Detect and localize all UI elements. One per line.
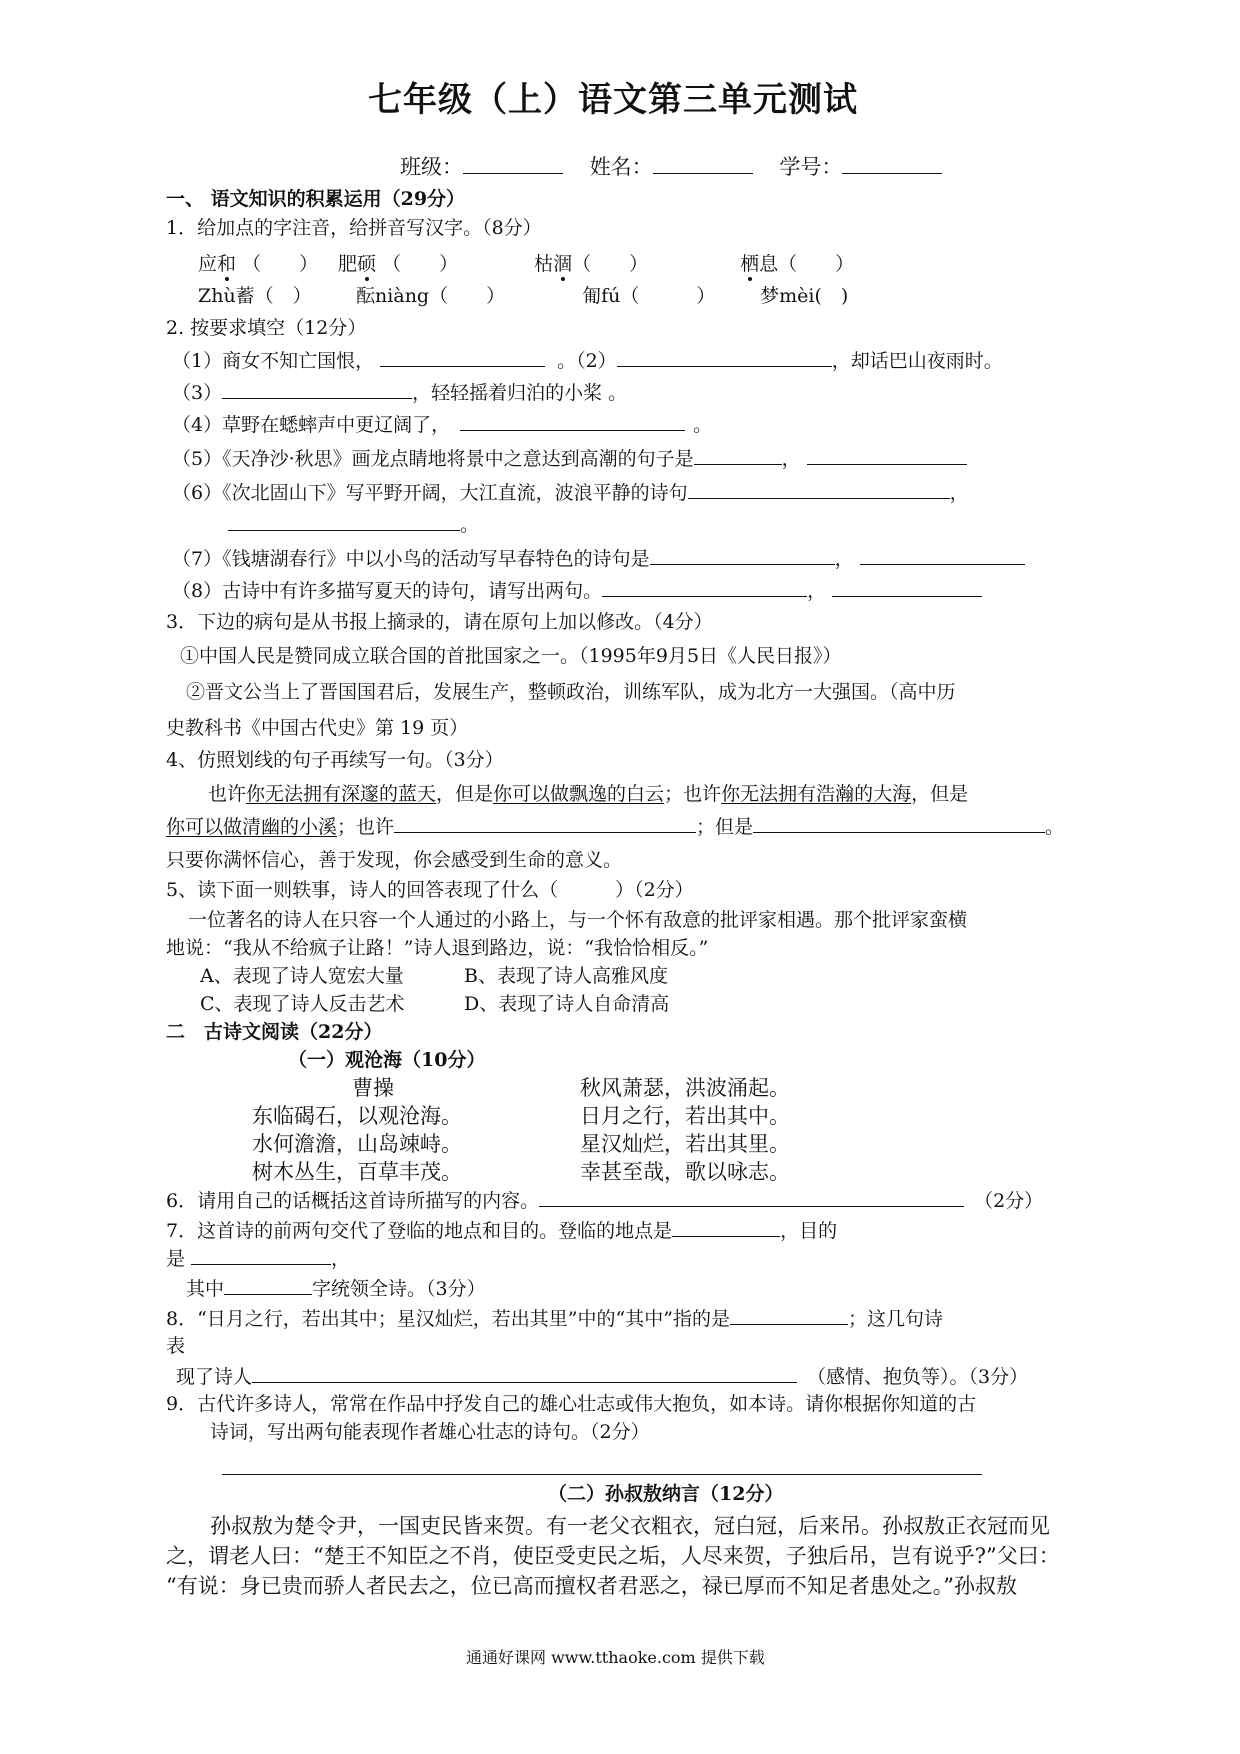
q2-stem: 2. 按要求填空（12分）	[166, 317, 367, 339]
q1-item[interactable]: Zhù蓄（ ）	[198, 285, 312, 307]
q2-text: ，	[949, 482, 969, 504]
q2-text: ，	[807, 580, 827, 602]
q7-text: 是	[166, 1248, 186, 1270]
poem-line: 秋风萧瑟，洪波涌起。	[580, 1076, 790, 1100]
q7-line-3	[186, 1276, 486, 1301]
q7-text: ，	[331, 1248, 351, 1270]
q2-text: ，轻轻摇着归泊的小桨 。	[412, 382, 628, 404]
q2-line-5	[172, 480, 969, 505]
answer-blank[interactable]	[460, 412, 685, 431]
q2-text: （7）《钱塘湖春行》中以小鸟的活动写早春特色的诗句是	[172, 548, 650, 570]
q5-paragraph-1: 一位著名的诗人在只容一个人通过的小路上，与一个怀有敌意的批评家相遇。那个批评家蛮横	[188, 909, 968, 931]
answer-blank[interactable]	[832, 578, 982, 597]
option-b[interactable]: B、表现了诗人高雅风度	[464, 965, 668, 987]
q1-item[interactable]: 栖息（ ）	[740, 253, 855, 275]
q4-stem: 4、仿照划线的句子再续写一句。（3分）	[166, 749, 504, 771]
q1-item[interactable]: 酝niàng（ ）	[356, 285, 506, 307]
answer-blank[interactable]	[394, 814, 696, 833]
poem-line: 幸甚至哉，歌以咏志。	[580, 1160, 790, 1184]
q2-line-3	[172, 412, 712, 437]
q2-text: （4）草野在蟋蟀声中更辽阔了，	[172, 414, 451, 436]
q2-text: （5）《天净沙·秋思》画龙点睛地将景中之意达到高潮的句子是	[172, 448, 694, 470]
answer-blank[interactable]	[602, 578, 807, 597]
subsection-2-heading: （二）孙叔敖纳言（12分）	[548, 1483, 784, 1505]
section-2-heading: 二 古诗文阅读（22分）	[166, 1021, 383, 1043]
q1-item[interactable]: 应和 （ ）	[198, 253, 319, 275]
q3-sentence-2[interactable]: ②晋文公当上了晋国国君后，发展生产，整顿政治，训练军队，成为北方一大强国。（高中历	[186, 681, 956, 703]
q5-stem: 5、读下面一则轶事，诗人的回答表现了什么（ ）（2分）	[166, 879, 694, 901]
q1-item[interactable]: 枯涸（ ）	[534, 253, 649, 275]
id-label: 学号：	[779, 155, 843, 179]
q2-line-8	[172, 578, 982, 603]
answer-blank[interactable]	[539, 1188, 964, 1207]
student-info-row	[400, 155, 942, 179]
q4-line-2	[166, 814, 1064, 839]
passage-line: 之，谓老人曰：“楚王不知臣之不肖，使臣受吏民之垢，人尽来贺，子独后吊，岂有说乎?”父曰：	[166, 1544, 1060, 1568]
q4-text: ；也许	[337, 816, 395, 838]
q2-line-7	[172, 546, 1025, 571]
q6-stem: 6．请用自己的话概括这首诗所描写的内容。	[166, 1190, 540, 1212]
answer-blank[interactable]	[252, 1364, 797, 1383]
q8-text: ；这几句诗	[847, 1308, 943, 1330]
passage-line: 孙叔敖为楚令尹，一国吏民皆来贺。有一老父衣粗衣，冠白冠，后来吊。孙叔敖正衣冠而见	[210, 1514, 1050, 1538]
q3-sentence-2-cont: 史教科书《中国古代史》第 19 页）	[166, 717, 469, 739]
poem-line: 树木丛生，百草丰茂。	[252, 1160, 462, 1184]
poem-line: 日月之行，若出其中。	[580, 1104, 790, 1128]
poem-line: 水何澹澹，山岛竦峙。	[252, 1132, 462, 1156]
footer-text: 通通好课网 www.tthaoke.com 提供下载	[466, 1648, 765, 1667]
answer-blank[interactable]	[222, 380, 412, 399]
answer-blank[interactable]	[191, 1246, 331, 1265]
answer-blank[interactable]	[380, 348, 545, 367]
q2-text: 。	[693, 414, 713, 436]
q3-stem: 3．下边的病句是从书报上摘录的，请在原句上加以修改。（4分）	[166, 611, 713, 633]
q7-text: 字统领全诗。（3分）	[312, 1278, 486, 1300]
q2-line-4	[172, 446, 967, 471]
passage-line: “有说：身已贵而骄人者民去之，位已高而擅权者君恶之，禄已厚而不知足者患处之。”孙叔敖	[166, 1574, 1017, 1598]
answer-blank[interactable]	[224, 1276, 312, 1295]
answer-blank[interactable]	[860, 546, 1025, 565]
poem-line: 星汉灿烂，若出其里。	[580, 1132, 790, 1156]
answer-blank[interactable]	[650, 546, 835, 565]
q1-stem: 1．给加点的字注音，给拼音写汉字。（8分）	[166, 217, 542, 239]
q8-text: 现了诗人	[176, 1366, 253, 1388]
class-field[interactable]	[463, 155, 563, 174]
q8-line-1	[166, 1306, 943, 1331]
answer-blank[interactable]	[228, 512, 460, 531]
option-a[interactable]: A、表现了诗人宽宏大量	[200, 965, 404, 987]
subsection-1-heading: （一）观沧海（10分）	[288, 1049, 486, 1071]
answer-blank[interactable]	[672, 1218, 780, 1237]
underlined-phrase: 你可以做清幽的小溪	[166, 816, 338, 838]
q8-text: 8．“日月之行，若出其中；星汉灿烂，若出其里”中的“其中”指的是	[166, 1308, 730, 1330]
answer-blank[interactable]	[807, 446, 967, 465]
q4-ending: 只要你满怀信心，善于发现，你会感受到生命的意义。	[166, 849, 623, 871]
q6-line	[166, 1188, 1043, 1213]
answer-blank[interactable]	[753, 814, 1045, 833]
section-1-heading: 一、 语文知识的积累运用（29分）	[166, 188, 466, 210]
q1-row-1	[198, 252, 854, 276]
q7-line-2	[166, 1246, 350, 1271]
q7-line-1	[166, 1218, 837, 1243]
q2-text: （8）古诗中有许多描写夏天的诗句，请写出两句。	[172, 580, 603, 602]
q9-line-1: 9．古代许多诗人，常常在作品中抒发自己的雄心壮志或伟大抱负，如本诗。请你根据你知道的古	[166, 1393, 977, 1415]
q2-text: （1）商女不知亡国恨，	[172, 350, 375, 372]
q7-text: 其中	[186, 1278, 225, 1300]
answer-blank[interactable]	[617, 348, 832, 367]
q5-paragraph-2: 地说：“我从不给疯子让路！”诗人退到路边，说：“我恰恰相反。”	[166, 937, 709, 959]
q2-line-6	[228, 512, 479, 537]
name-field[interactable]	[653, 155, 753, 174]
q2-text: ，	[781, 448, 801, 470]
q3-sentence-1[interactable]: ①中国人民是赞同成立联合国的首批国家之一。（1995年9月5日《人民日报》）	[180, 645, 842, 667]
q2-text: （3）	[172, 382, 223, 404]
q9-line-2: 诗词，写出两句能表现作者雄心壮志的诗句。（2分）	[210, 1421, 650, 1443]
q5-options-row-2	[200, 992, 669, 1016]
underlined-phrase: 你无法拥有浩瀚的大海	[721, 783, 912, 805]
name-label: 姓名：	[589, 155, 653, 179]
option-c[interactable]: C、表现了诗人反击艺术	[200, 993, 405, 1015]
q1-item[interactable]: 梦mèi( )	[760, 285, 849, 307]
q2-line-1	[172, 348, 1003, 373]
q4-line-1	[208, 782, 968, 806]
q8-line-2: 表	[166, 1335, 186, 1357]
q5-options-row-1	[200, 964, 668, 988]
answer-blank[interactable]	[688, 480, 950, 499]
q4-text: ，但是	[911, 783, 969, 805]
q2-line-2	[172, 380, 627, 405]
poem-line: 东临碣石，以观沧海。	[252, 1104, 462, 1128]
q2-text: （6）《次北固山下》写平野开阔，大江直流，波浪平静的诗句	[172, 482, 688, 504]
answer-blank[interactable]	[730, 1306, 848, 1325]
q4-text: ；但是	[696, 816, 754, 838]
q6-score: （2分）	[974, 1190, 1044, 1212]
q2-text: ，	[834, 548, 854, 570]
q4-text: 。	[1045, 816, 1065, 838]
q8-text: （感情、抱负等）。（3分）	[807, 1366, 1029, 1388]
underlined-phrase: 你无法拥有深邃的蓝天	[246, 783, 437, 805]
answer-line[interactable]	[222, 1474, 982, 1475]
q2-text: 。（2）	[557, 350, 617, 372]
class-label: 班级：	[400, 155, 463, 179]
underlined-phrase: 你可以做飘逸的白云	[493, 783, 665, 805]
q4-text: ；也许	[664, 783, 722, 805]
answer-blank[interactable]	[694, 446, 782, 465]
q1-item[interactable]: 匍fú（ ）	[582, 285, 716, 307]
q1-item[interactable]: 肥硕 （ ）	[338, 253, 459, 275]
option-d[interactable]: D、表现了诗人自命清高	[464, 993, 670, 1015]
q1-row-2	[198, 284, 848, 308]
page-title: 七年级（上）语文第三单元测试	[368, 80, 858, 120]
q4-text: ，但是	[436, 783, 494, 805]
q7-text: 7．这首诗的前两句交代了登临的地点和目的。登临的地点是	[166, 1220, 673, 1242]
q8-line-3	[176, 1364, 1028, 1389]
q7-text: ，目的	[780, 1220, 838, 1242]
id-field[interactable]	[842, 155, 942, 174]
q2-text: 。	[460, 514, 480, 536]
poem-author: 曹操	[352, 1076, 394, 1100]
q4-text: 也许	[208, 783, 247, 805]
q2-text: ，却话巴山夜雨时。	[831, 350, 1003, 372]
